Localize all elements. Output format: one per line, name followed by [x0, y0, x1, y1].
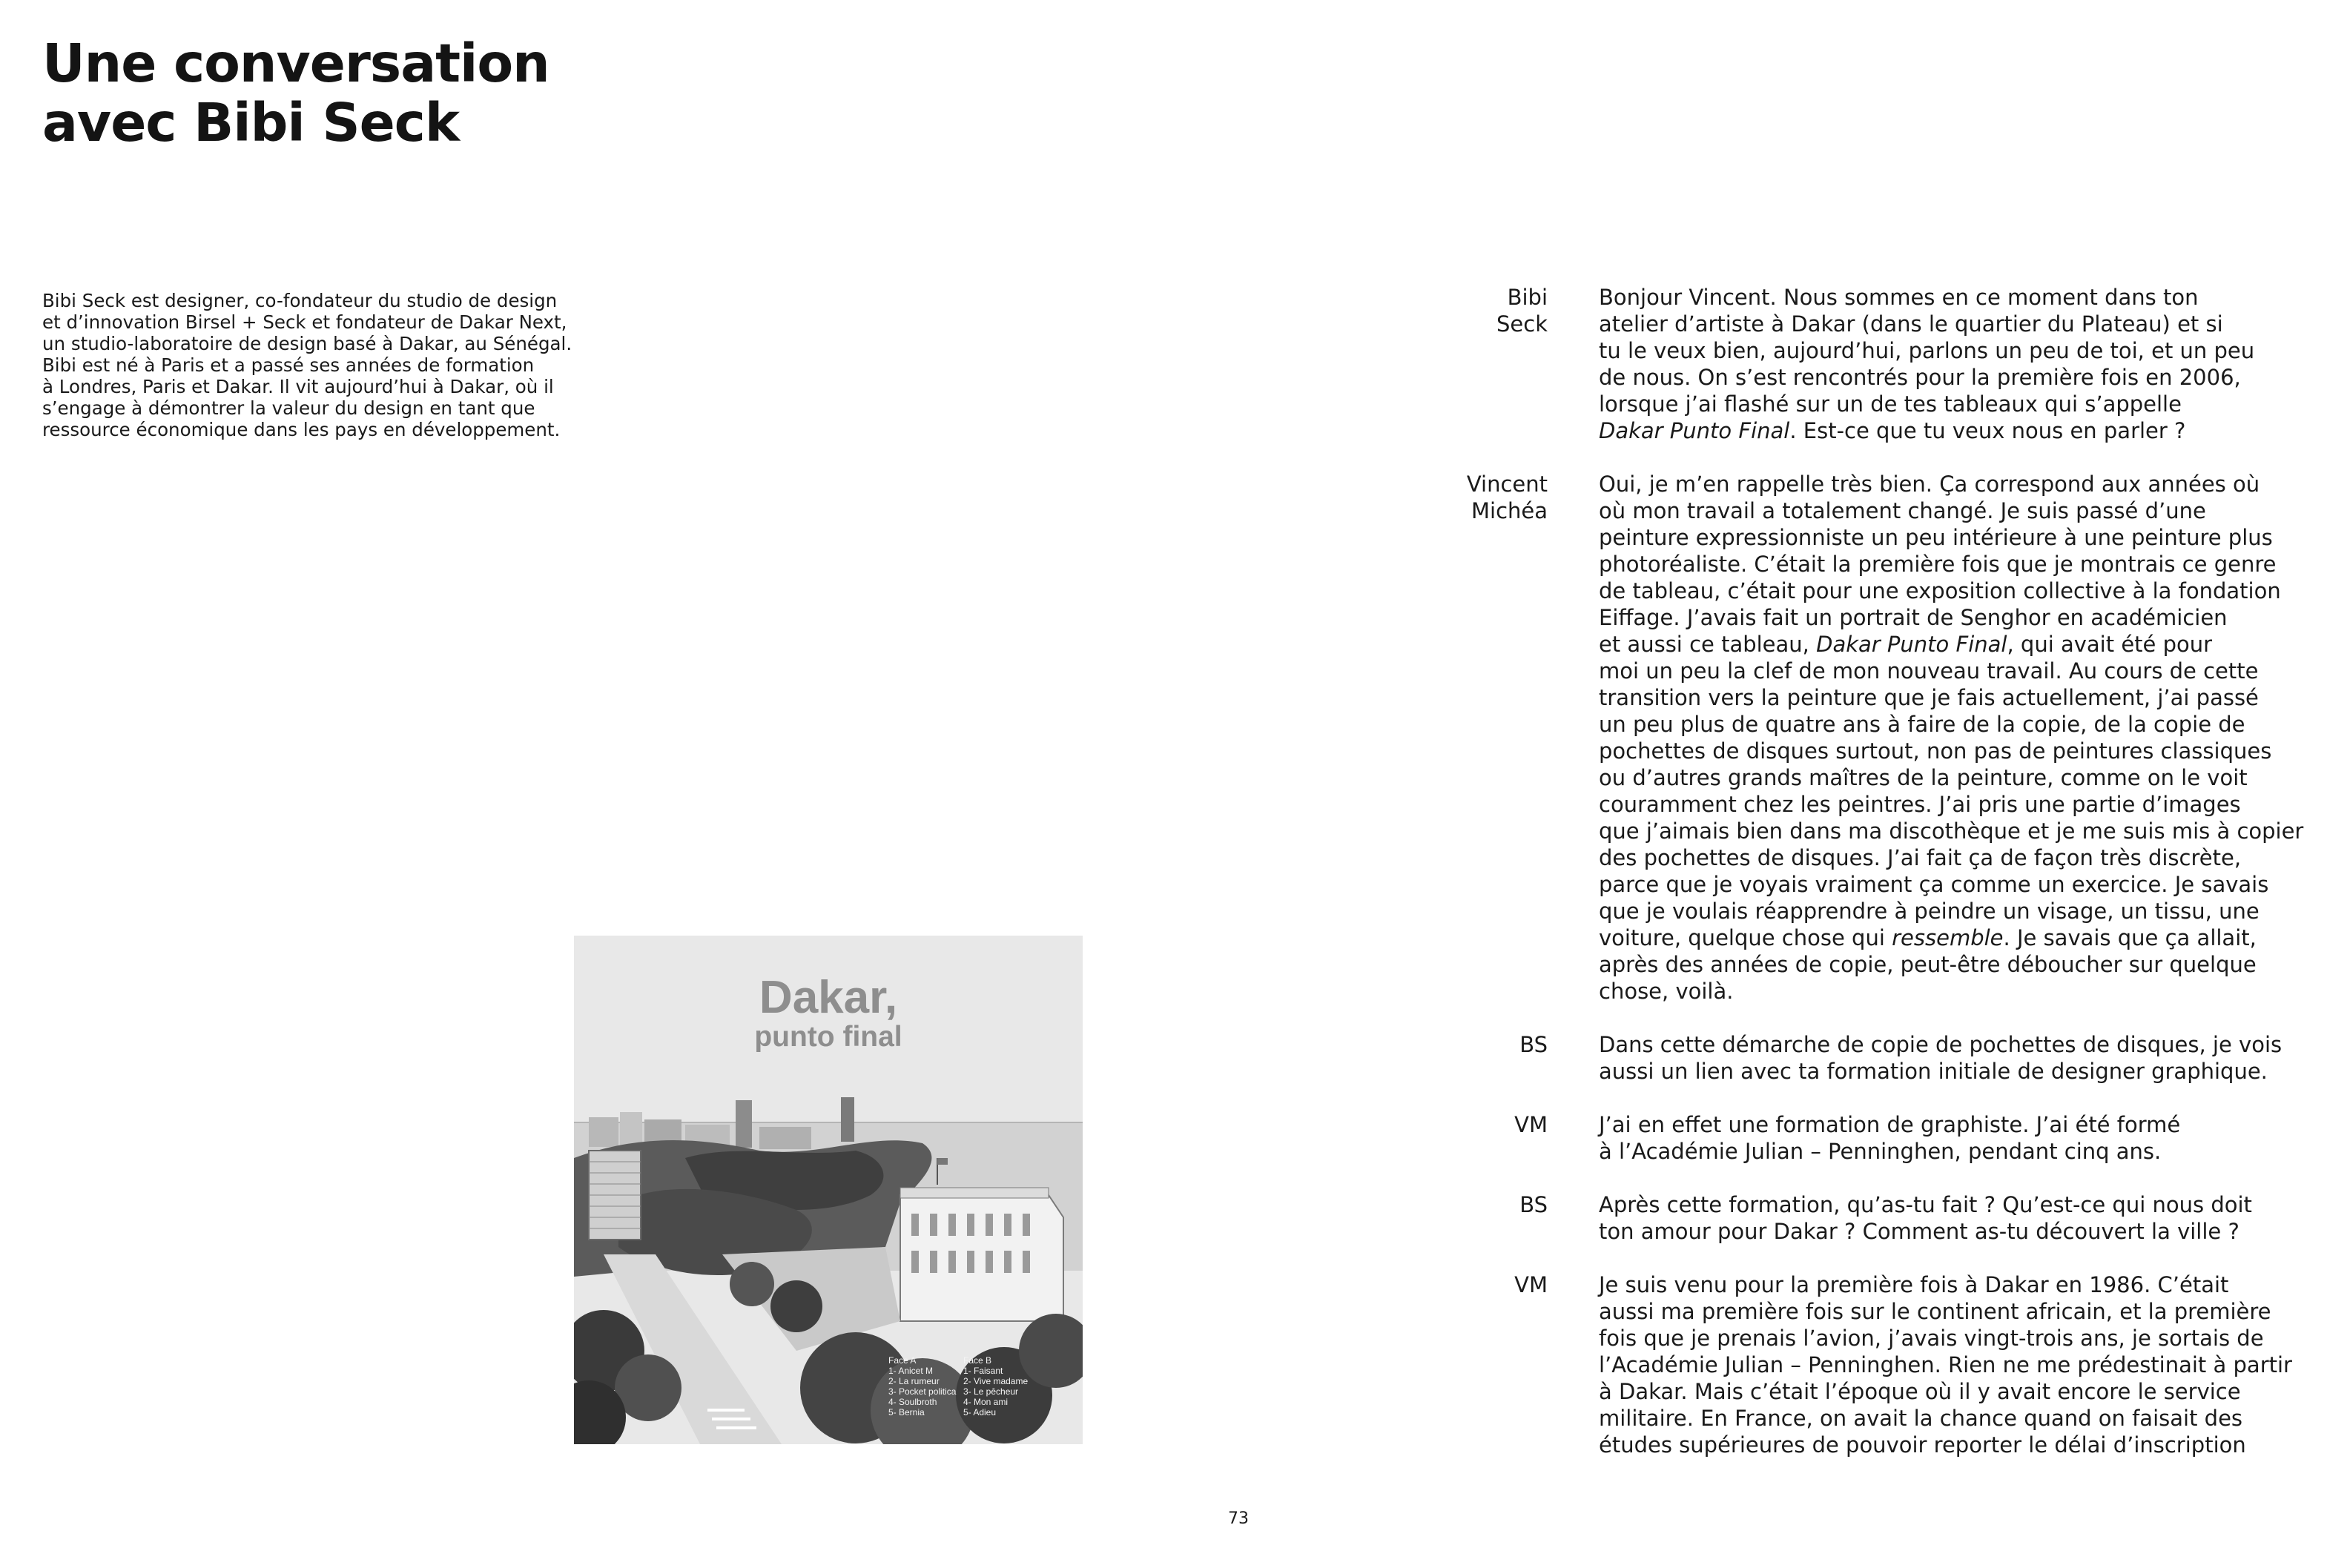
- cover-subtitle: punto final: [754, 1021, 902, 1053]
- speech-line-text: Dans cette démarche de copie de pochettes de disques, je vois: [1599, 1032, 2283, 1057]
- speech-text: [1599, 1111, 2288, 1165]
- speech-line: [1599, 1058, 2288, 1085]
- speech-line-text: tu le veux bien, aujourd’hui, parlons un peu de toi, et un peu: [1599, 338, 2255, 363]
- intro-line: un studio-laboratoire de design basé à Dakar, au Sénégal.: [42, 333, 572, 354]
- speech-line: [1599, 524, 2288, 551]
- speech-text: [1599, 1191, 2288, 1245]
- intro-line: s’engage à démontrer la valeur du design en tant que: [42, 397, 535, 419]
- speech-line: [1599, 978, 2288, 1005]
- speech-line: [1599, 711, 2288, 738]
- speech-line-text: transition vers la peinture que je fais actuellement, j’ai passé: [1599, 685, 2259, 710]
- speech-line-text: à l’Académie Julian – Penninghen, pendant cinq ans.: [1599, 1139, 2162, 1164]
- speech-line: [1599, 764, 2288, 791]
- speech-line-text: chose, voilà.: [1599, 979, 1734, 1004]
- speech-line: [1599, 1378, 2288, 1405]
- speech-line-text: ton amour pour Dakar ? Comment as-tu découvert la ville ?: [1599, 1219, 2239, 1244]
- speech-line-text: fois que je prenais l’avion, j’avais vingt-trois ans, je sortais de: [1599, 1326, 2264, 1351]
- speech-line: [1599, 738, 2288, 764]
- cover-tracklist: [888, 1355, 1037, 1418]
- speech-line: [1599, 1271, 2288, 1298]
- dialogue-turn: [1453, 284, 2291, 444]
- speech-line-text: où mon travail a totalement changé. Je suis passé d’une: [1599, 498, 2206, 523]
- speech-line-prefix: voiture, quelque chose qui: [1599, 925, 1892, 950]
- track-item: 2- La rumeur: [888, 1376, 940, 1386]
- speaker-label: [1453, 1111, 1548, 1138]
- dialogue-turn: [1453, 1191, 2291, 1245]
- speech-line-text: de nous. On s’est rencontrés pour la première fois en 2006,: [1599, 365, 2241, 390]
- speech-line-text: peinture expressionniste un peu intérieure à une peinture plus: [1599, 525, 2273, 550]
- speech-line: [1599, 551, 2288, 578]
- track-item: 5- Adieu: [963, 1407, 997, 1418]
- track-item: Face B: [963, 1355, 992, 1366]
- speech-line-text: que je voulais réapprendre à peindre un visage, un tissu, une: [1599, 899, 2260, 924]
- speech-line: [1599, 284, 2288, 311]
- speech-line-text: atelier d’artiste à Dakar (dans le quartier du Plateau) et si: [1599, 311, 2223, 337]
- speech-line: [1599, 844, 2288, 871]
- speech-line: [1599, 1218, 2288, 1245]
- speech-line-text: lorsque j’ai flashé sur un de tes tableaux qui s’appelle: [1599, 391, 2182, 417]
- speech-line-text: . Je savais que ça allait,: [2003, 925, 2257, 950]
- dialogue-turn: [1453, 1271, 2291, 1458]
- track-item: 1- Faisant: [963, 1366, 1003, 1376]
- speech-line: [1599, 631, 2288, 658]
- album-cover-painting: [574, 936, 1083, 1444]
- track-item: 5- Bernia: [888, 1407, 925, 1418]
- title-line: avec Bibi Seck: [42, 92, 460, 153]
- speech-line: [1599, 658, 2288, 684]
- speech-line: [1599, 337, 2288, 364]
- track-item: 3- Pocket politica: [888, 1386, 957, 1397]
- speech-line-text: Je suis venu pour la première fois à Dakar en 1986. C’était: [1599, 1272, 2229, 1297]
- speech-line-text: parce que je voyais vraiment ça comme un exercice. Je savais: [1599, 872, 2269, 897]
- speech-line: [1599, 1031, 2288, 1058]
- track-item: 2- Vive madame: [963, 1376, 1029, 1386]
- speech-line: [1599, 1352, 2292, 1378]
- intro-line: Bibi Seck est designer, co-fondateur du studio de design: [42, 290, 558, 311]
- speech-line-text: à Dakar. Mais c’était l’époque où il y avait encore le service: [1599, 1379, 2241, 1404]
- speech-text: [1599, 284, 2288, 444]
- track-item: 3- Le pêcheur: [963, 1386, 1019, 1397]
- dialogue-turn: [1453, 1031, 2291, 1085]
- speech-line-text: après des années de copie, peut-être déboucher sur quelque: [1599, 952, 2257, 977]
- speaker-name-line: VM: [1514, 1112, 1548, 1137]
- artwork-title: Dakar Punto Final: [1599, 418, 1790, 443]
- speech-line: [1599, 1191, 2288, 1218]
- speech-line-text: . Est-ce que tu veux nous en parler ?: [1789, 418, 2186, 443]
- speaker-name-line: Seck: [1496, 311, 1548, 337]
- speech-line: [1599, 311, 2288, 337]
- speech-line-text: Eiffage. J’avais fait un portrait de Senghor en académicien: [1599, 605, 2228, 630]
- speech-line-text: Oui, je m’en rappelle très bien. Ça correspond aux années où: [1599, 472, 2260, 497]
- title-line: Une conversation: [42, 33, 549, 94]
- speech-line: [1599, 1298, 2288, 1325]
- speaker-label: [1453, 1031, 1548, 1058]
- speech-line-text: que j’aimais bien dans ma discothèque et je me suis mis à copier: [1599, 818, 2304, 844]
- speech-line: [1599, 818, 2304, 844]
- speech-text: [1599, 1271, 2292, 1458]
- intro-paragraph: [42, 290, 591, 440]
- track-item: Face A: [888, 1355, 917, 1366]
- speech-line-text: militaire. En France, on avait la chance quand on faisait des: [1599, 1406, 2243, 1431]
- speech-line-text: études supérieures de pouvoir reporter le délai d’inscription: [1599, 1432, 2246, 1458]
- speaker-name-line: Bibi: [1507, 285, 1548, 310]
- speech-line: [1599, 391, 2288, 417]
- intro-line: Bibi est né à Paris et a passé ses années de formation: [42, 354, 535, 376]
- speech-line: [1599, 1432, 2288, 1458]
- speech-line-text: un peu plus de quatre ans à faire de la copie, de la copie de: [1599, 712, 2245, 737]
- tracklist-side-b: [963, 1355, 1034, 1418]
- speech-line: [1599, 578, 2288, 604]
- speech-line-text: photoréaliste. C’était la première fois que je montrais ce genre: [1599, 552, 2277, 577]
- speech-line-text: ou d’autres grands maîtres de la peinture, comme on le voit: [1599, 765, 2248, 790]
- speech-line: [1599, 871, 2288, 898]
- speaker-label: [1453, 471, 1548, 524]
- speech-line-text: Après cette formation, qu’as-tu fait ? Qu’est-ce qui nous doit: [1599, 1192, 2252, 1217]
- speech-line-text: des pochettes de disques. J’ai fait ça de façon très discrète,: [1599, 845, 2242, 870]
- speech-line-text: J’ai en effet une formation de graphiste. J’ai été formé: [1599, 1112, 2181, 1137]
- dialogue-turn: [1453, 1111, 2291, 1165]
- speech-line-text: de tableau, c’était pour une exposition collective à la fondation: [1599, 578, 2281, 603]
- intro-line: et d’innovation Birsel + Seck et fondateur de Dakar Next,: [42, 311, 567, 333]
- speech-line: [1599, 1138, 2288, 1165]
- page-number: 73: [1228, 1509, 1249, 1528]
- speech-line-prefix: et aussi ce tableau,: [1599, 632, 1817, 657]
- speaker-name-line: Michéa: [1471, 498, 1548, 523]
- speech-line-text: moi un peu la clef de mon nouveau travail. Au cours de cette: [1599, 658, 2259, 684]
- speech-line: [1599, 924, 2288, 951]
- track-item: 1- Anicet M: [888, 1366, 934, 1376]
- speech-line: [1599, 1325, 2288, 1352]
- speech-text: [1599, 471, 2304, 1005]
- speech-line: [1599, 951, 2288, 978]
- speaker-name-line: BS: [1519, 1032, 1548, 1057]
- speech-line: [1599, 898, 2288, 924]
- speech-text: [1599, 1031, 2288, 1085]
- speech-line: [1599, 364, 2288, 391]
- track-item: 4- Soulbroth: [888, 1397, 937, 1407]
- article-title: [42, 34, 710, 153]
- speech-line: [1599, 1111, 2288, 1138]
- tracklist-side-a: [888, 1355, 959, 1418]
- speech-line: [1599, 497, 2288, 524]
- speech-line-text: aussi un lien avec ta formation initiale de designer graphique.: [1599, 1059, 2268, 1084]
- intro-line: ressource économique dans les pays en développement.: [42, 419, 561, 440]
- speech-line-text: pochettes de disques surtout, non pas de peintures classiques: [1599, 738, 2272, 764]
- speech-line: [1599, 604, 2288, 631]
- speaker-name-line: VM: [1514, 1272, 1548, 1297]
- track-item: 4- Mon ami: [963, 1397, 1009, 1407]
- speech-line-text: Bonjour Vincent. Nous sommes en ce moment dans ton: [1599, 285, 2199, 310]
- dialogue-turn: [1453, 471, 2304, 1005]
- speaker-name-line: Vincent: [1466, 472, 1548, 497]
- speech-line: [1599, 417, 2288, 444]
- speech-line-text: couramment chez les peintres. J’ai pris une partie d’images: [1599, 792, 2241, 817]
- speech-line-text: , qui avait été pour: [2007, 632, 2213, 657]
- intro-line: à Londres, Paris et Dakar. Il vit aujourd’hui à Dakar, où il: [42, 376, 554, 397]
- interview-dialogue: [1453, 284, 2304, 1485]
- speech-line: [1599, 684, 2288, 711]
- artwork-title: ressemble: [1892, 925, 2004, 950]
- speech-line: [1599, 791, 2288, 818]
- speaker-label: [1453, 1191, 1548, 1218]
- speech-line: [1599, 471, 2288, 497]
- speaker-name-line: BS: [1519, 1192, 1548, 1217]
- speech-line: [1599, 1405, 2288, 1432]
- cover-title: Dakar,: [759, 972, 898, 1023]
- speaker-label: [1453, 284, 1548, 337]
- speech-line-text: l’Académie Julian – Penninghen. Rien ne me prédestinait à partir: [1599, 1352, 2292, 1377]
- artwork-title: Dakar Punto Final: [1816, 632, 2007, 657]
- speech-line-text: aussi ma première fois sur le continent africain, et la première: [1599, 1299, 2271, 1324]
- speaker-label: [1453, 1271, 1548, 1298]
